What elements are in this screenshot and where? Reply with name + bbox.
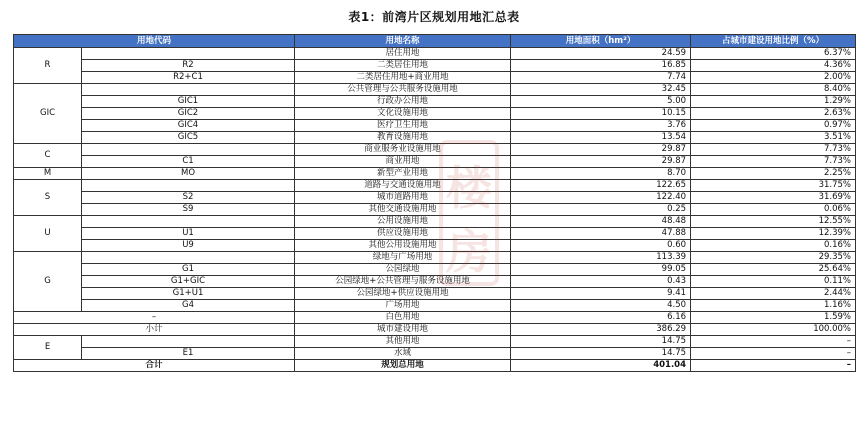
land-subcode-cell: [82, 336, 295, 348]
land-major-code-cell: E: [14, 336, 82, 360]
table-row: [14, 348, 856, 360]
land-subcode-cell: G4: [82, 300, 295, 312]
table-row: [14, 324, 856, 336]
land-name-cell: 水域: [295, 348, 511, 360]
land-area-cell: 29.87: [511, 144, 691, 156]
land-name-cell: 规划总用地: [295, 360, 511, 372]
land-subcode-cell: GIC1: [82, 96, 295, 108]
land-major-code-cell: M: [14, 168, 82, 180]
land-subcode-cell: S9: [82, 204, 295, 216]
land-area-cell: 48.48: [511, 216, 691, 228]
land-ratio-cell: 0.97%: [691, 120, 856, 132]
table-row: [14, 240, 856, 252]
table-row: [14, 72, 856, 84]
table-row: [14, 252, 856, 264]
table-row: [14, 204, 856, 216]
table-body: [14, 48, 856, 372]
land-area-cell: 8.70: [511, 168, 691, 180]
land-area-cell: 10.15: [511, 108, 691, 120]
land-subcode-cell: G1+GIC: [82, 276, 295, 288]
land-ratio-cell: 1.16%: [691, 300, 856, 312]
header-land-area: 用地面积（hm²）: [511, 35, 691, 48]
land-major-code-cell: G: [14, 252, 82, 312]
land-subcode-cell: [82, 84, 295, 96]
table-header-row: [14, 35, 856, 48]
land-area-cell: 24.59: [511, 48, 691, 60]
table-row: [14, 120, 856, 132]
land-ratio-cell: 1.59%: [691, 312, 856, 324]
land-subcode-cell: U1: [82, 228, 295, 240]
land-subcode-cell: [82, 252, 295, 264]
land-major-code-cell: C: [14, 144, 82, 168]
land-code-cell: 小计: [14, 324, 295, 336]
land-name-cell: 城市道路用地: [295, 192, 511, 204]
land-major-code-cell: GIC: [14, 84, 82, 144]
land-ratio-cell: –: [691, 348, 856, 360]
land-ratio-cell: 12.39%: [691, 228, 856, 240]
land-area-cell: 0.25: [511, 204, 691, 216]
land-name-cell: 公园绿地+公共管理与服务设施用地: [295, 276, 511, 288]
table-row: [14, 180, 856, 192]
land-area-cell: 7.74: [511, 72, 691, 84]
land-ratio-cell: 2.25%: [691, 168, 856, 180]
land-subcode-cell: R2: [82, 60, 295, 72]
land-area-cell: 99.05: [511, 264, 691, 276]
land-subcode-cell: [82, 144, 295, 156]
land-area-cell: 13.54: [511, 132, 691, 144]
table-row: [14, 132, 856, 144]
land-subcode-cell: GIC2: [82, 108, 295, 120]
land-use-summary-table: [13, 34, 856, 372]
table-row: [14, 276, 856, 288]
land-subcode-cell: [82, 216, 295, 228]
land-ratio-cell: 4.36%: [691, 60, 856, 72]
land-subcode-cell: C1: [82, 156, 295, 168]
land-area-cell: 6.16: [511, 312, 691, 324]
land-subcode-cell: [82, 48, 295, 60]
land-name-cell: 公园绿地+供应设施用地: [295, 288, 511, 300]
table-row: [14, 168, 856, 180]
land-name-cell: 其他公用设施用地: [295, 240, 511, 252]
land-name-cell: 绿地与广场用地: [295, 252, 511, 264]
land-area-cell: 113.39: [511, 252, 691, 264]
table-row: [14, 312, 856, 324]
table-row: [14, 60, 856, 72]
land-major-code-cell: U: [14, 216, 82, 252]
land-area-cell: 401.04: [511, 360, 691, 372]
land-area-cell: 29.87: [511, 156, 691, 168]
land-name-cell: 新型产业用地: [295, 168, 511, 180]
land-code-cell: 合计: [14, 360, 295, 372]
land-name-cell: 教育设施用地: [295, 132, 511, 144]
land-name-cell: 居住用地: [295, 48, 511, 60]
land-name-cell: 广场用地: [295, 300, 511, 312]
land-ratio-cell: 3.51%: [691, 132, 856, 144]
table-row: [14, 264, 856, 276]
land-ratio-cell: 7.73%: [691, 156, 856, 168]
land-name-cell: 文化设施用地: [295, 108, 511, 120]
table-row: [14, 228, 856, 240]
land-name-cell: 其他交通设施用地: [295, 204, 511, 216]
land-area-cell: 32.45: [511, 84, 691, 96]
land-name-cell: 行政办公用地: [295, 96, 511, 108]
land-subcode-cell: S2: [82, 192, 295, 204]
land-name-cell: 二类居住用地: [295, 60, 511, 72]
land-ratio-cell: 0.06%: [691, 204, 856, 216]
table-row: [14, 360, 856, 372]
land-ratio-cell: 31.75%: [691, 180, 856, 192]
land-ratio-cell: 0.11%: [691, 276, 856, 288]
land-name-cell: 道路与交通设施用地: [295, 180, 511, 192]
land-ratio-cell: 0.16%: [691, 240, 856, 252]
land-ratio-cell: 2.44%: [691, 288, 856, 300]
table-row: [14, 48, 856, 60]
table-row: [14, 156, 856, 168]
land-name-cell: 供应设施用地: [295, 228, 511, 240]
land-ratio-cell: –: [691, 336, 856, 348]
land-ratio-cell: 6.37%: [691, 48, 856, 60]
land-ratio-cell: 12.55%: [691, 216, 856, 228]
land-area-cell: 16.85: [511, 60, 691, 72]
land-area-cell: 14.75: [511, 336, 691, 348]
land-name-cell: 医疗卫生用地: [295, 120, 511, 132]
land-subcode-cell: MO: [82, 168, 295, 180]
header-land-code: 用地代码: [14, 35, 295, 48]
land-area-cell: 4.50: [511, 300, 691, 312]
land-name-cell: 商业服务业设施用地: [295, 144, 511, 156]
land-subcode-cell: G1: [82, 264, 295, 276]
table-row: [14, 192, 856, 204]
land-subcode-cell: E1: [82, 348, 295, 360]
land-area-cell: 47.88: [511, 228, 691, 240]
table-title: 表1：前湾片区规划用地汇总表: [348, 10, 520, 24]
land-ratio-cell: 2.00%: [691, 72, 856, 84]
land-area-cell: 386.29: [511, 324, 691, 336]
land-area-cell: 5.00: [511, 96, 691, 108]
land-ratio-cell: 31.69%: [691, 192, 856, 204]
land-name-cell: 公用设施用地: [295, 216, 511, 228]
land-name-cell: 二类居住用地+商业用地: [295, 72, 511, 84]
table-row: [14, 108, 856, 120]
land-area-cell: 122.65: [511, 180, 691, 192]
land-ratio-cell: 7.73%: [691, 144, 856, 156]
land-subcode-cell: G1+U1: [82, 288, 295, 300]
watermark-char-2: 房: [446, 225, 492, 279]
header-land-name: 用地名称: [295, 35, 511, 48]
land-subcode-cell: GIC5: [82, 132, 295, 144]
land-code-cell: –: [14, 312, 295, 324]
land-subcode-cell: [82, 180, 295, 192]
watermark-char-1: 楼: [446, 161, 492, 215]
table-row: [14, 336, 856, 348]
land-name-cell: 城市建设用地: [295, 324, 511, 336]
table-row: [14, 300, 856, 312]
table-row: [14, 96, 856, 108]
table-row: [14, 216, 856, 228]
table-row: [14, 144, 856, 156]
land-ratio-cell: 25.64%: [691, 264, 856, 276]
land-subcode-cell: U9: [82, 240, 295, 252]
land-name-cell: 公园绿地: [295, 264, 511, 276]
land-area-cell: 122.40: [511, 192, 691, 204]
land-ratio-cell: –: [691, 360, 856, 372]
land-major-code-cell: R: [14, 48, 82, 84]
land-name-cell: 其他用地: [295, 336, 511, 348]
land-area-cell: 0.43: [511, 276, 691, 288]
land-ratio-cell: 100.00%: [691, 324, 856, 336]
land-name-cell: 白色用地: [295, 312, 511, 324]
land-ratio-cell: 1.29%: [691, 96, 856, 108]
land-area-cell: 0.60: [511, 240, 691, 252]
land-name-cell: 公共管理与公共服务设施用地: [295, 84, 511, 96]
header-land-ratio: 占城市建设用地比例（%）: [691, 35, 856, 48]
land-name-cell: 商业用地: [295, 156, 511, 168]
land-major-code-cell: S: [14, 180, 82, 216]
land-subcode-cell: GIC4: [82, 120, 295, 132]
land-area-cell: 14.75: [511, 348, 691, 360]
table-row: [14, 288, 856, 300]
land-area-cell: 3.76: [511, 120, 691, 132]
land-ratio-cell: 2.63%: [691, 108, 856, 120]
land-subcode-cell: R2+C1: [82, 72, 295, 84]
land-area-cell: 9.41: [511, 288, 691, 300]
table-row: [14, 84, 856, 96]
land-ratio-cell: 8.40%: [691, 84, 856, 96]
land-ratio-cell: 29.35%: [691, 252, 856, 264]
